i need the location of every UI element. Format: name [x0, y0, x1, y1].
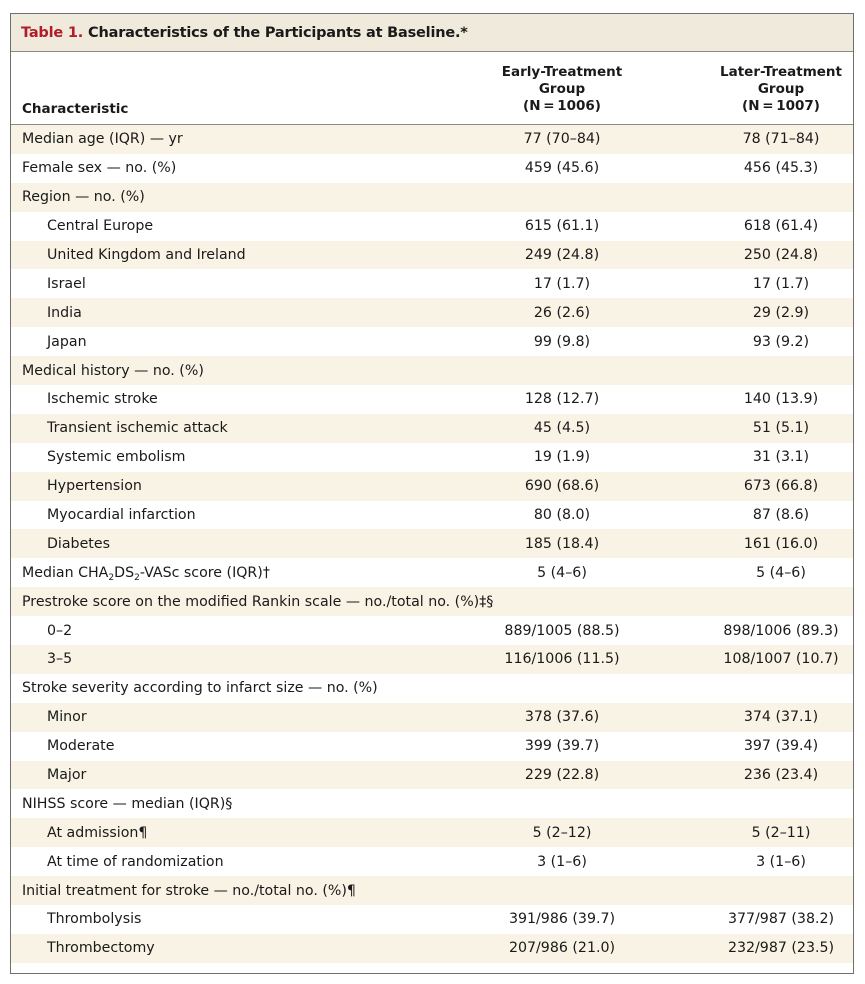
early-value: 690 (68.6) — [524, 478, 600, 495]
later-value: 51 (5.1) — [752, 420, 810, 437]
table-row — [11, 847, 853, 876]
table-row — [11, 472, 853, 501]
early-value: 5 (2–12) — [532, 824, 592, 841]
row-label: Myocardial infarction — [47, 507, 196, 524]
later-value: 397 (39.4) — [743, 738, 819, 755]
table-title — [11, 14, 853, 52]
row-label — [22, 565, 270, 581]
table-row — [11, 529, 853, 558]
early-value: 399 (39.7) — [524, 738, 600, 755]
early-value: 77 (70–84) — [523, 131, 601, 148]
row-label: Prestroke score on the modified Rankin scale — no./total no. (%)‡§ — [22, 593, 494, 610]
table-row — [11, 876, 853, 905]
cha-sub-1: 2 — [108, 572, 115, 583]
later-value: 618 (61.4) — [743, 218, 819, 235]
early-value: 26 (2.6) — [533, 304, 591, 321]
later-value: 140 (13.9) — [743, 391, 819, 408]
later-value: 5 (2–11) — [751, 824, 811, 841]
table-body — [11, 125, 853, 963]
table-row — [11, 558, 853, 587]
early-value: 391/986 (39.7) — [508, 911, 616, 928]
table-title-text: Characteristics of the Participants at Baseline.* — [88, 24, 468, 41]
table-row — [11, 645, 853, 674]
early-value: 249 (24.8) — [524, 247, 600, 263]
row-label: Medical history — no. (%) — [22, 362, 204, 379]
later-value: 673 (66.8) — [743, 478, 819, 495]
table-row — [11, 356, 853, 385]
table-row — [11, 443, 853, 472]
later-value: 78 (71–84) — [742, 131, 820, 148]
early-value: 17 (1.7) — [533, 275, 591, 292]
table-row — [11, 183, 853, 212]
early-value: 19 (1.9) — [533, 449, 591, 466]
later-value: 236 (23.4) — [743, 767, 819, 784]
row-label: Hypertension — [47, 478, 142, 495]
later-value: 87 (8.6) — [752, 507, 810, 524]
row-label: Moderate — [47, 738, 115, 755]
row-label: Thrombolysis — [47, 911, 142, 928]
table-row — [11, 818, 853, 847]
later-header-line3: (N = 1007) — [742, 98, 820, 114]
row-label: Systemic embolism — [47, 449, 186, 466]
later-value: 29 (2.9) — [752, 304, 810, 321]
early-header-line3: (N = 1006) — [523, 98, 601, 114]
row-label: Stroke severity according to infarct size — no. (%) — [22, 680, 378, 697]
later-value: 456 (45.3) — [743, 160, 819, 177]
later-value: 108/1007 (10.7) — [723, 651, 839, 668]
row-label: Israel — [47, 275, 86, 292]
later-value: 93 (9.2) — [752, 333, 810, 350]
table-row — [11, 789, 853, 818]
table-row — [11, 414, 853, 443]
table-row — [11, 298, 853, 327]
later-value: 5 (4–6) — [756, 564, 806, 581]
table-row — [11, 241, 853, 270]
early-treatment-header — [477, 64, 647, 115]
early-value: 5 (4–6) — [537, 564, 587, 581]
row-label: Initial treatment for stroke — no./total no. (%)¶ — [22, 882, 356, 899]
cha-sub-2: 2 — [134, 572, 140, 583]
row-label: Major — [47, 767, 87, 784]
table-row — [11, 501, 853, 530]
early-value: 185 (18.4) — [524, 535, 600, 552]
characteristic-header: Characteristic — [22, 101, 129, 117]
early-value: 615 (61.1) — [524, 218, 600, 235]
table-row — [11, 327, 853, 356]
table-row — [11, 587, 853, 616]
early-value: 99 (9.8) — [533, 333, 591, 350]
row-label: India — [47, 304, 82, 321]
row-label: Diabetes — [47, 535, 110, 552]
table-row — [11, 616, 853, 645]
row-label: Transient ischemic attack — [47, 420, 228, 437]
row-label: Japan — [47, 333, 87, 350]
early-header-line1: Early-Treatment — [501, 64, 623, 80]
early-value: 207/986 (21.0) — [508, 940, 616, 957]
cha-label-mid: DS — [114, 564, 135, 581]
row-label: NIHSS score — median (IQR)§ — [22, 795, 233, 812]
later-treatment-header — [696, 64, 865, 115]
early-value: 80 (8.0) — [533, 507, 591, 524]
row-label: Central Europe — [47, 218, 154, 235]
later-value: 250 (24.8) — [743, 247, 819, 263]
row-label: Female sex — no. (%) — [22, 160, 177, 177]
early-value: 229 (22.8) — [524, 767, 600, 784]
table-row — [11, 934, 853, 963]
row-label: At admission¶ — [47, 824, 148, 841]
early-value: 45 (4.5) — [533, 420, 591, 437]
early-value: 459 (45.6) — [524, 160, 600, 177]
table-frame — [10, 13, 854, 974]
row-label: At time of randomization — [47, 853, 224, 870]
row-label: 3–5 — [47, 651, 73, 668]
row-label: 0–2 — [47, 622, 73, 639]
table-number: Table 1. — [21, 24, 84, 41]
table-row — [11, 674, 853, 703]
table-row — [11, 154, 853, 183]
early-header-line2: Group — [538, 81, 586, 97]
later-value: 17 (1.7) — [752, 275, 810, 292]
later-header-line2: Group — [757, 81, 805, 97]
table-row — [11, 761, 853, 790]
row-label: Ischemic stroke — [47, 391, 158, 408]
early-value: 889/1005 (88.5) — [504, 622, 620, 639]
row-label: Median age (IQR) — yr — [22, 131, 183, 148]
later-value: 374 (37.1) — [743, 709, 819, 726]
later-value: 232/987 (23.5) — [727, 940, 835, 957]
table-row — [11, 905, 853, 934]
early-value: 116/1006 (11.5) — [504, 651, 620, 668]
later-header-line1: Later-Treatment — [720, 64, 842, 80]
early-value: 3 (1–6) — [537, 853, 587, 870]
table-row — [11, 269, 853, 298]
cha-label-start: Median CHA — [22, 564, 109, 581]
later-value: 31 (3.1) — [752, 449, 810, 466]
cha-label-tail: -VASc score (IQR)† — [139, 564, 270, 581]
table-row — [11, 385, 853, 414]
early-value: 128 (12.7) — [524, 391, 600, 408]
table-row — [11, 703, 853, 732]
table-header — [11, 52, 853, 125]
later-value: 161 (16.0) — [743, 535, 819, 552]
later-value: 898/1006 (89.3) — [723, 622, 839, 639]
row-label: Minor — [47, 709, 87, 726]
row-label: Thrombectomy — [47, 940, 155, 957]
table-row — [11, 212, 853, 241]
row-label: Region — no. (%) — [22, 189, 145, 206]
row-label: United Kingdom and Ireland — [47, 247, 246, 263]
later-value: 377/987 (38.2) — [727, 911, 835, 928]
table-row — [11, 732, 853, 761]
early-value: 378 (37.6) — [524, 709, 600, 726]
later-value: 3 (1–6) — [756, 853, 806, 870]
table-row — [11, 125, 853, 154]
